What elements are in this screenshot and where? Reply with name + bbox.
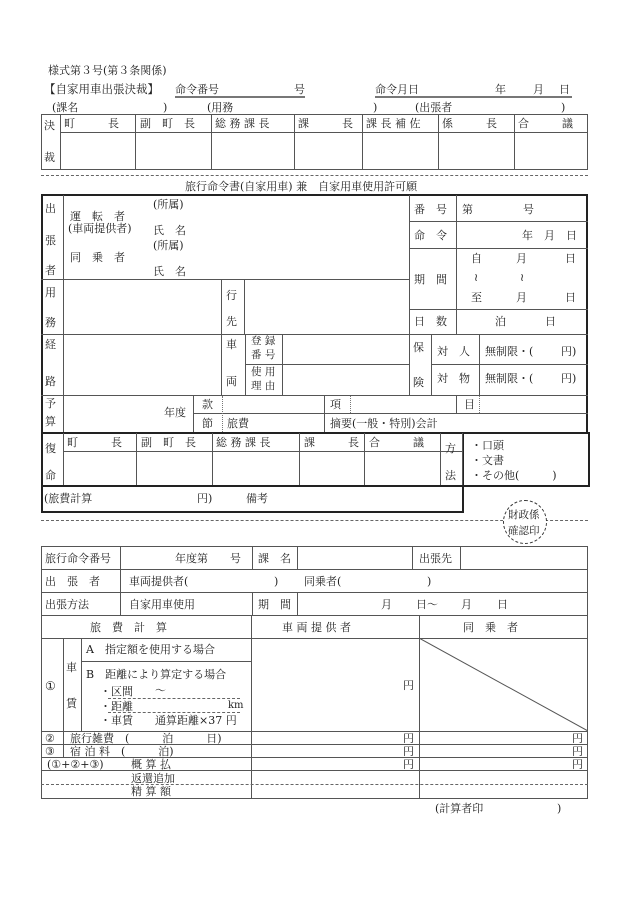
settlement-passenger-input[interactable]	[420, 785, 588, 799]
approval-stamp-deputy[interactable]	[136, 133, 211, 170]
order-date-value[interactable]: 年 月 日	[522, 229, 577, 242]
period-to-month: 月	[516, 291, 527, 304]
travel-cost-label: (旅費計算	[44, 492, 93, 505]
calc-header: 旅 費 計 算	[90, 621, 167, 634]
insurance-side-2: 険	[413, 376, 424, 389]
driver-input[interactable]	[195, 197, 405, 237]
period-input[interactable]	[457, 249, 588, 309]
order-date-field[interactable]	[375, 84, 572, 98]
order-number-suffix: 号	[294, 83, 305, 96]
traveler-side-2: 張	[45, 234, 56, 247]
row2-number: ②	[45, 732, 55, 745]
fiscal-year-label: 年度	[164, 406, 186, 419]
setsu-label: 節	[202, 417, 213, 430]
traveler-input[interactable]	[455, 100, 555, 114]
finance-seal-line-1: 財政係	[508, 509, 540, 521]
return-stamp-deputy[interactable]	[137, 452, 212, 485]
approval-side-top: 決	[44, 119, 55, 132]
registration-number-input[interactable]	[283, 335, 409, 364]
use-reason-label-2: 理 由	[251, 380, 276, 392]
budget-side-2: 算	[45, 415, 56, 428]
return-col-consult: 合 議	[369, 436, 424, 449]
driver-affiliation-label: (所属)	[153, 198, 184, 211]
days-input[interactable]	[457, 310, 588, 334]
reg-no-label-1: 登 録	[251, 335, 276, 347]
insurance-side-1: 保	[413, 341, 424, 354]
total-formula: (①+②+③)	[47, 758, 104, 771]
approval-stamp-consult[interactable]	[515, 133, 588, 170]
calc-period-from-day: 日～	[416, 598, 438, 611]
calculator-seal-close: )	[557, 802, 562, 815]
period-label: 期 間	[414, 273, 447, 286]
settlement-provider-input[interactable]	[252, 785, 419, 799]
cut-line-1	[41, 175, 588, 176]
approval-stamp-section-chief[interactable]	[295, 133, 362, 170]
traveler-label: (出張者	[415, 101, 453, 114]
number-input[interactable]	[478, 199, 518, 217]
calc-order-no-label: 旅行命令番号	[45, 552, 111, 565]
fiscal-year-input[interactable]	[64, 396, 159, 432]
return-stamp-mayor[interactable]	[64, 452, 136, 485]
form-number: 様式第３号(第３条関係)	[48, 64, 167, 77]
month-label: 月	[533, 83, 544, 96]
row3-number: ③	[45, 745, 55, 758]
passenger-label: 同 乗 者	[70, 251, 125, 264]
option-b[interactable]: B 距離により算定する場合	[86, 668, 227, 681]
number-suffix: 号	[523, 203, 534, 216]
advance-provider-input[interactable]	[252, 758, 402, 770]
calc-section-label: 課 名	[258, 552, 291, 565]
remarks-label: 備考	[246, 492, 268, 505]
option-a[interactable]: A 指定額を使用する場合	[86, 643, 215, 656]
route-input[interactable]	[64, 335, 221, 395]
return-col-general-affairs: 総 務 課 長	[216, 436, 271, 449]
method-side-1: 方	[445, 442, 456, 455]
day-label: 日	[559, 83, 570, 96]
misc-provider-input[interactable]	[252, 732, 402, 744]
approval-col-section-chief: 課 長	[298, 117, 353, 130]
distance-item-label: ・距離	[100, 700, 133, 713]
section-tilde: ～	[155, 684, 166, 697]
misc-passenger-input[interactable]	[420, 732, 570, 744]
misc-provider-yen: 円	[403, 732, 414, 745]
number-label: 番 号	[414, 203, 447, 216]
section-name-label: (課名	[52, 101, 79, 114]
passenger-name-label: 氏 名	[153, 265, 186, 278]
refund-provider-input[interactable]	[252, 771, 419, 784]
calc-traveler-label: 出 張 者	[45, 575, 100, 588]
destination-input[interactable]	[245, 280, 409, 334]
route-side-2: 路	[45, 375, 56, 388]
approval-side-bottom: 裁	[44, 151, 55, 164]
route-side-1: 経	[45, 338, 56, 351]
calculator-seal-input[interactable]	[485, 800, 555, 816]
return-stamp-general-affairs[interactable]	[213, 452, 299, 485]
business-side-2: 務	[45, 316, 56, 329]
calc-section-input[interactable]	[298, 547, 412, 569]
approval-col-deputy: 副 町 長	[140, 117, 195, 130]
refund-passenger-input[interactable]	[420, 771, 588, 784]
form-title: 【自家用車出張決裁】	[44, 82, 159, 96]
order-number-label: 命令番号	[175, 83, 219, 96]
return-side-2: 命	[45, 469, 56, 482]
period-to: 至	[471, 291, 482, 304]
insurance-property-label: 対 物	[437, 372, 470, 385]
advance-provider-yen: 円	[403, 758, 414, 771]
lodging-passenger-input[interactable]	[420, 745, 570, 757]
period-from-day: 日	[565, 252, 576, 265]
approval-stamp-assistant[interactable]	[363, 133, 438, 170]
insurance-person-unit: 円)	[561, 345, 577, 358]
moku-input[interactable]	[480, 396, 588, 413]
budget-side-1: 予	[45, 397, 56, 410]
calc-period-to-month: 月	[461, 598, 472, 611]
driver-name-label: 氏 名	[153, 224, 186, 237]
section-close: )	[163, 101, 168, 114]
period-to-day: 日	[565, 291, 576, 304]
misc-passenger-yen: 円	[572, 732, 583, 745]
period-wave-2: ≀	[520, 271, 525, 284]
method-other[interactable]: ・その他( )	[471, 469, 557, 482]
nights-label: 泊	[495, 315, 506, 328]
passenger-affiliation-label: (所属)	[153, 239, 184, 252]
return-stamp-consult[interactable]	[365, 452, 440, 485]
lodging-provider-input[interactable]	[252, 745, 402, 757]
period-from-month: 月	[516, 252, 527, 265]
remarks-input[interactable]	[270, 489, 460, 507]
approval-col-subsection: 係 長	[442, 117, 497, 130]
travel-cost-input[interactable]	[95, 489, 195, 507]
days-unit-label: 日	[545, 315, 556, 328]
traveler-side-3: 者	[45, 264, 56, 277]
fare-side-1: 車	[66, 661, 77, 674]
fare-item: ・車賃 通算距離×37 円	[100, 714, 237, 727]
main-form-title: 旅行命令書(自家用車) 兼 自家用車使用許可願	[185, 180, 418, 193]
business-label: (用務	[207, 101, 234, 114]
calc-method-value: 自家用車使用	[129, 598, 195, 611]
days-label: 日 数	[414, 315, 447, 328]
advance-passenger-yen: 円	[572, 758, 583, 771]
driver-sub-label: (車両提供者)	[68, 222, 132, 235]
advance-passenger-input[interactable]	[420, 758, 570, 770]
calculator-seal-label: (計算者印	[435, 802, 484, 815]
distance-input[interactable]	[130, 699, 225, 712]
return-side-1: 復	[45, 442, 56, 455]
approval-stamp-mayor[interactable]	[61, 133, 135, 170]
vehicle-side-2: 両	[226, 375, 237, 388]
vehicle-side-1: 車	[226, 338, 237, 351]
insurance-property-unit: 円)	[561, 372, 577, 385]
calc-method-label: 出張方法	[45, 598, 89, 611]
insurance-person-label: 対 人	[437, 345, 470, 358]
settlement-label: 精 算 額	[131, 785, 171, 798]
period-from: 自	[471, 252, 482, 265]
kou-label: 項	[330, 398, 341, 411]
method-oral[interactable]: ・口頭	[471, 439, 504, 452]
return-stamp-section-chief[interactable]	[300, 452, 364, 485]
return-col-section-chief: 課 長	[304, 436, 359, 449]
calc-passenger-input[interactable]	[345, 571, 425, 590]
kou-input[interactable]	[351, 396, 456, 413]
order-number-field[interactable]	[175, 84, 305, 98]
passenger-input[interactable]	[195, 240, 405, 278]
fare-side-2: 賃	[66, 697, 77, 710]
calc-period-label: 期 間	[258, 598, 291, 611]
year-label: 年	[495, 83, 506, 96]
approval-col-general-affairs: 総 務 課 長	[215, 117, 270, 130]
finance-seal-circle[interactable]	[503, 500, 547, 544]
calc-period-input[interactable]	[298, 593, 588, 615]
business-content-input[interactable]	[64, 280, 221, 334]
calc-period-from-month: 月	[381, 598, 392, 611]
business-side-1: 用	[45, 286, 56, 299]
distance-unit: km	[228, 700, 244, 711]
kan-label: 款	[202, 398, 213, 411]
approval-col-consult: 合 議	[518, 117, 573, 130]
calc-passenger-close: )	[427, 575, 432, 588]
method-side-2: 法	[445, 469, 456, 482]
section-input[interactable]	[130, 684, 238, 697]
traveler-close: )	[561, 101, 566, 114]
approval-col-mayor: 町 長	[64, 117, 119, 130]
advance-payment-label: 概 算 払	[131, 758, 171, 771]
period-wave-1: ≀	[474, 271, 479, 284]
diagonal-strike	[419, 638, 588, 731]
approval-col-assistant: 課 長 補 佐	[366, 117, 421, 130]
destination-side-2: 先	[226, 315, 237, 328]
travel-cost-unit: 円)	[197, 492, 213, 505]
calc-destination-input[interactable]	[461, 547, 588, 569]
calc-passenger-label: 同乗者(	[304, 575, 342, 588]
traveler-side-1: 出	[45, 202, 56, 215]
driver-label: 運 転 者	[70, 210, 125, 223]
account-summary: 摘要(一般・特別)会計	[330, 417, 438, 430]
fare-provider-input[interactable]	[252, 639, 402, 731]
calc-order-no-value[interactable]: 年度第 号	[175, 552, 241, 565]
section-name-input[interactable]	[90, 100, 160, 114]
insurance-person-value[interactable]: 無制限・(	[485, 345, 534, 358]
section-item-label: ・区間	[100, 685, 133, 698]
lodging-label: 宿 泊 料 ( 泊)	[70, 745, 174, 758]
number-prefix: 第	[462, 203, 473, 216]
finance-seal-line-2: 確認印	[508, 525, 540, 537]
return-col-mayor: 町 長	[67, 436, 122, 449]
reg-no-label-2: 番 号	[251, 349, 276, 361]
calc-period-to-day: 日	[497, 598, 508, 611]
insurance-property-value[interactable]: 無制限・(	[485, 372, 534, 385]
use-reason-label-1: 使 用	[251, 366, 276, 378]
calc-destination-label: 出張先	[419, 552, 452, 565]
return-col-deputy: 副 町 長	[141, 436, 196, 449]
misc-expense-label: 旅行雑費 ( 泊 日)	[70, 732, 222, 745]
setsu-value: 旅費	[227, 417, 249, 430]
provider-header: 車 両 提 供 者	[282, 621, 351, 634]
fare-provider-yen: 円	[403, 679, 414, 692]
row1-number: ①	[45, 679, 56, 693]
refund-addition-label: 返還追加	[131, 772, 175, 785]
calc-provider-close: )	[274, 575, 279, 588]
business-close: )	[373, 101, 378, 114]
approval-stamp-subsection[interactable]	[439, 133, 514, 170]
lodging-passenger-yen: 円	[572, 745, 583, 758]
passenger-header: 同 乗 者	[463, 621, 518, 634]
destination-side-1: 行	[226, 289, 237, 302]
business-input[interactable]	[240, 100, 370, 114]
method-document[interactable]: ・文書	[471, 454, 504, 467]
calc-provider-label: 車両提供者(	[129, 575, 189, 588]
order-date-label: 命令月日	[375, 83, 419, 96]
approval-stamp-general-affairs[interactable]	[212, 133, 294, 170]
order-label: 命 令	[414, 229, 447, 242]
kan-input[interactable]	[223, 396, 307, 413]
calc-provider-input[interactable]	[195, 571, 270, 590]
moku-label: 目	[464, 398, 475, 411]
lodging-provider-yen: 円	[403, 745, 414, 758]
use-reason-input[interactable]	[283, 365, 409, 395]
